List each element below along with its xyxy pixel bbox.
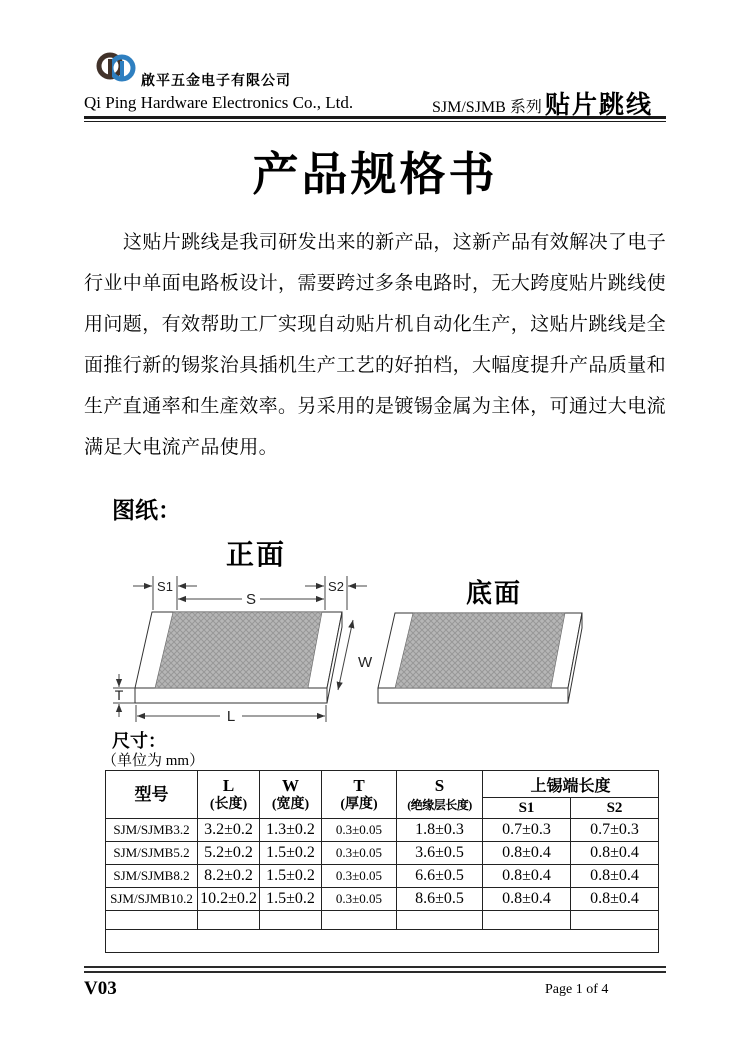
product-name: 贴片跳线 [545, 91, 654, 119]
company-name-cn: 啟平五金电子有限公司 [141, 72, 291, 88]
intro-line: 行业中单面电路板设计，需要跨过多条电路时，无大跨度贴片跳线使 [84, 273, 667, 294]
cell-s1: 0.8±0.4 [483, 888, 571, 911]
cell-l: 8.2±0.2 [198, 865, 260, 888]
table-row [106, 819, 659, 842]
intro-line: 面推行新的锡浆治具插机生产工艺的好拍档，大幅度提升产品质量和 [84, 355, 667, 376]
cell-t: 0.3±0.05 [322, 842, 397, 865]
dimension-table [105, 770, 659, 953]
front-view-diagram [108, 570, 378, 730]
series-label: SJM/SJMB 系列 [432, 99, 542, 116]
front-view-label: 正面 [226, 539, 287, 570]
cell-w: 1.5±0.2 [260, 865, 322, 888]
dim-label-t: T [114, 687, 124, 703]
intro-line: 用问题，有效帮助工厂实现自动贴片机自动化生产，这贴片跳线是全 [84, 314, 667, 335]
chip-front-face [135, 688, 327, 703]
page-title: 产品规格书 [252, 148, 498, 200]
header-divider [84, 116, 666, 122]
col-header-t: T (厚度) [322, 771, 397, 819]
dim-label-s2: S2 [328, 579, 344, 594]
cell-s1: 0.7±0.3 [483, 819, 571, 842]
drawing-section-heading: 图纸： [112, 497, 181, 523]
cell-t: 0.3±0.05 [322, 888, 397, 911]
dim-label-s: S [245, 591, 257, 608]
bottom-view-diagram [368, 600, 608, 715]
cell-w: 1.5±0.2 [260, 842, 322, 865]
dim-label-s1: S1 [157, 579, 173, 594]
cell-l: 5.2±0.2 [198, 842, 260, 865]
bottom-view-label: 底面 [466, 578, 523, 608]
cell-model: SJM/SJMB10.2 [106, 888, 198, 911]
cell-w: 1.3±0.2 [260, 819, 322, 842]
company-name-en: Qi Ping Hardware Electronics Co., Ltd. [84, 93, 354, 112]
col-header-tin-length: 上锡端长度 [483, 771, 659, 798]
cell-s: 6.6±0.5 [397, 865, 483, 888]
insulation-texture [155, 612, 322, 688]
page-number: Page 1 of 4 [545, 982, 609, 997]
table-row-empty [106, 911, 659, 930]
col-header-w: W (宽度) [260, 771, 322, 819]
intro-line: 这贴片跳线是我司研发出来的新产品，这新产品有效解决了电子 [123, 232, 667, 253]
unit-note: （单位为 mm） [102, 753, 205, 769]
cell-s: 1.8±0.3 [397, 819, 483, 842]
table-row [106, 888, 659, 911]
table-row [106, 842, 659, 865]
table-row [106, 865, 659, 888]
intro-line: 生产直通率和生產效率。另采用的是镀锡金属为主体，可通过大电流 [84, 396, 667, 417]
col-header-s1: S1 [483, 798, 571, 819]
footer-divider [84, 966, 666, 973]
insulation-texture [395, 613, 565, 688]
cell-model: SJM/SJMB8.2 [106, 865, 198, 888]
intro-paragraph [84, 222, 670, 468]
col-header-s2: S2 [571, 798, 659, 819]
table-row-merged-empty [106, 930, 659, 953]
dim-label-l: L [226, 708, 236, 725]
cell-s: 8.6±0.5 [397, 888, 483, 911]
cell-s2: 0.7±0.3 [571, 819, 659, 842]
intro-line: 满足大电流产品使用。 [84, 437, 279, 458]
cell-s2: 0.8±0.4 [571, 842, 659, 865]
cell-s2: 0.8±0.4 [571, 865, 659, 888]
cell-model: SJM/SJMB3.2 [106, 819, 198, 842]
cell-s1: 0.8±0.4 [483, 865, 571, 888]
cell-model: SJM/SJMB5.2 [106, 842, 198, 865]
col-header-s: S (绝缘层长度) [397, 771, 483, 819]
qiping-logo-icon [94, 45, 138, 91]
dim-label-w: W [358, 654, 373, 671]
col-header-l: L (长度) [198, 771, 260, 819]
cell-s1: 0.8±0.4 [483, 842, 571, 865]
col-header-model: 型号 [106, 771, 198, 819]
cell-s2: 0.8±0.4 [571, 888, 659, 911]
version-label: V03 [84, 978, 117, 999]
cell-l: 10.2±0.2 [198, 888, 260, 911]
cell-s: 3.6±0.5 [397, 842, 483, 865]
cell-l: 3.2±0.2 [198, 819, 260, 842]
cell-w: 1.5±0.2 [260, 888, 322, 911]
size-heading: 尺寸： [112, 731, 166, 751]
cell-t: 0.3±0.05 [322, 819, 397, 842]
chip-front-face [378, 688, 568, 703]
cell-t: 0.3±0.05 [322, 865, 397, 888]
